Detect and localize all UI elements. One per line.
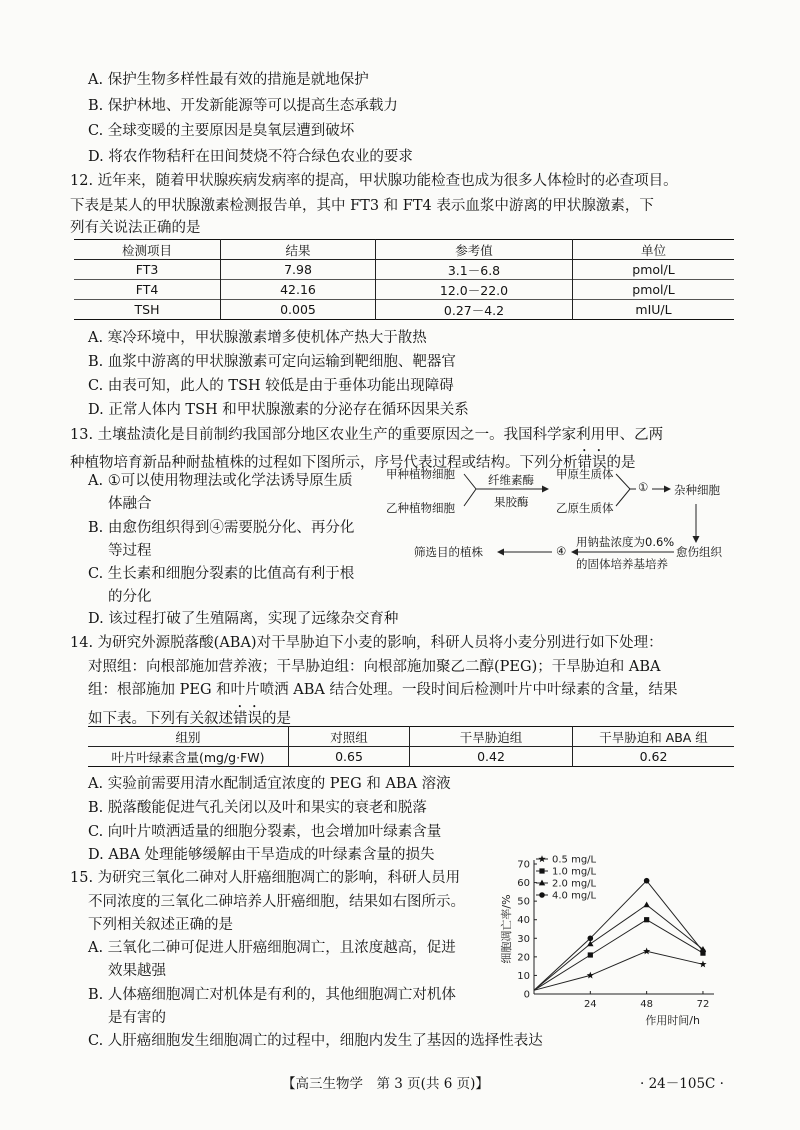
q14-option-b: B. 脱落酸能促进气孔关闭以及叶和果实的衰老和脱落 — [88, 800, 427, 816]
legend-marker — [539, 892, 545, 898]
medium-label-1: 用钠盐浓度为0.6% — [576, 535, 675, 549]
q14-chlorophyll-table — [88, 726, 734, 767]
table-cell: 0.005 — [221, 300, 376, 320]
x-tick-label: 24 — [583, 999, 597, 1010]
q13-option-c: C. 生长素和细胞分裂素的比值高有利于根 — [88, 566, 355, 582]
y-tick-label: 20 — [517, 952, 530, 964]
q14-option-a: A. 实验前需要用清水配制适宜浓度的 PEG 和 ABA 溶液 — [88, 776, 451, 792]
y-tick-label: 30 — [517, 933, 530, 945]
y-axis-label: 细胞凋亡率/% — [500, 894, 513, 964]
table-header-cell: 参考值 — [376, 240, 573, 260]
q12-option-b: B. 血浆中游离的甲状腺激素可定向运输到靶细胞、靶器官 — [88, 354, 456, 370]
table-header-cell: 组别 — [88, 727, 289, 747]
q15-stem-line-3: 下列相关叙述正确的是 — [88, 917, 233, 933]
q15-stem-line-2: 不同浓度的三氧化二砷培养人肝癌细胞，结果如右图所示。 — [88, 894, 465, 910]
table-header-cell: 检测项目 — [74, 240, 221, 260]
table-cell: 7.98 — [221, 260, 376, 280]
table-row — [74, 260, 734, 280]
q13-stem-tail: 的是 — [606, 455, 636, 471]
q14-stem-line-3: 组：根部施加 PEG 和叶片喷洒 ABA 结合处理。一段时间后检测叶片中叶绿素的含量，结果 — [88, 682, 678, 698]
data-point — [643, 901, 649, 907]
enzyme-cellulase-label: 纤维素酶 — [488, 473, 534, 487]
q12-stem-line-3: 列有关说法正确的是 — [70, 220, 201, 236]
q11-option-a: A. 保护生物多样性最有效的措施是就地保护 — [88, 72, 369, 88]
q12-option-c: C. 由表可知，此人的 TSH 较低是由于垂体功能出现障碍 — [88, 378, 454, 394]
table-header-row — [88, 727, 734, 747]
table-row — [74, 300, 734, 320]
q13-option-c-cont: 的分化 — [108, 589, 152, 605]
q13-stem-line-1: 13. 土壤盐渍化是目前制约我国部分地区农业生产的重要原因之一。我国科学家利用甲、乙两 — [70, 427, 664, 443]
q13-option-b-cont: 等过程 — [108, 543, 152, 559]
table-cell: 42.16 — [221, 280, 376, 300]
q12-hormone-table — [74, 239, 734, 320]
y-tick-label: 70 — [517, 859, 530, 871]
page-footer-code: · 24－105C · — [640, 1076, 724, 1092]
yi-plant-cell-label: 乙种植物细胞 — [386, 501, 455, 515]
table-cell: 叶片叶绿素含量(mg/g·FW) — [88, 747, 289, 767]
q15-option-b-cont: 是有害的 — [108, 1010, 166, 1026]
legend-marker — [538, 855, 545, 862]
q11-option-d: D. 将农作物秸秆在田间焚烧不符合绿色农业的要求 — [88, 149, 413, 165]
q12-option-a: A. 寒冷环境中，甲状腺激素增多使机体产热大于散热 — [88, 330, 427, 346]
series-line — [534, 920, 703, 991]
step-1-label: ① — [638, 480, 649, 494]
q14-stem-tail: 的是 — [262, 711, 291, 727]
series-line — [534, 951, 703, 990]
q13-option-d: D. 该过程打破了生殖隔离，实现了远缘杂交育种 — [88, 611, 399, 627]
table-cell: 0.62 — [573, 747, 735, 767]
q14-stem-text: 如下表。下列有关叙述 — [88, 711, 233, 727]
q13-stem-emphasis: 错误 — [577, 455, 607, 471]
data-point — [700, 948, 706, 954]
legend-label: 2.0 mg/L — [552, 878, 597, 890]
table-cell: mIU/L — [573, 300, 735, 320]
table-cell: pmol/L — [573, 260, 735, 280]
data-point — [644, 917, 649, 922]
q15-stem-line-1: 15. 为研究三氧化二砷对人肝癌细胞凋亡的影响，科研人员用 — [70, 870, 461, 886]
q12-stem-line-1: 12. 近年来，随着甲状腺疾病发病率的提高，甲状腺功能检查也成为很多人体检时的必查项目。 — [70, 173, 678, 189]
q12-option-d: D. 正常人体内 TSH 和甲状腺激素的分泌存在循环因果关系 — [88, 402, 469, 418]
y-tick-label: 40 — [517, 915, 530, 927]
q15-option-a-cont: 效果越强 — [108, 963, 166, 979]
y-tick-label: 10 — [517, 970, 530, 982]
q14-option-c: C. 向叶片喷洒适量的细胞分裂素，也会增加叶绿素含量 — [88, 824, 442, 840]
data-point — [587, 972, 594, 979]
data-point — [588, 935, 594, 941]
table-header-cell: 结果 — [221, 240, 376, 260]
table-cell: TSH — [74, 300, 221, 320]
data-point — [644, 878, 650, 884]
q13-option-a-cont: 体融合 — [108, 496, 152, 512]
q15-option-c: C. 人肝癌细胞发生细胞凋亡的过程中，细胞内发生了基因的选择性表达 — [88, 1033, 543, 1049]
yi-protoplast-label: 乙原生质体 — [556, 501, 614, 515]
jia-plant-cell-label: 甲种植物细胞 — [386, 467, 455, 481]
table-cell: 3.1－6.8 — [376, 260, 573, 280]
q15-apoptosis-chart — [490, 852, 720, 1032]
q14-option-d: D. ABA 处理能够缓解由干旱造成的叶绿素含量的损失 — [88, 847, 435, 863]
legend-marker — [539, 868, 544, 873]
y-tick-label: 60 — [517, 878, 530, 890]
legend-label: 1.0 mg/L — [552, 866, 597, 878]
table-cell: 0.27－4.2 — [376, 300, 573, 320]
q15-option-a: A. 三氧化二砷可促进人肝癌细胞凋亡，且浓度越高，促进 — [88, 940, 456, 956]
q13-option-a: A. ①可以使用物理法或化学法诱导原生质 — [88, 473, 353, 489]
q14-stem-line-2: 对照组：向根部施加营养液；干旱胁迫组：向根部施加聚乙二醇(PEG)；干旱胁迫和 ABA — [88, 659, 661, 675]
y-tick-label: 0 — [523, 989, 530, 1001]
q14-stem-line-1: 14. 为研究外源脱落酸(ABA)对干旱胁迫下小麦的影响，科研人员将小麦分别进行如下处理： — [70, 635, 663, 651]
table-cell: FT3 — [74, 260, 221, 280]
jia-protoplast-label: 甲原生质体 — [556, 467, 614, 481]
q13-stem-text: 种植物培育新品种耐盐植株的过程如下图所示，序号代表过程或结构。下列分析 — [70, 455, 578, 471]
callus-label: 愈伤组织 — [676, 545, 722, 559]
data-point — [699, 960, 706, 967]
table-header-cell: 干旱胁迫和 ABA 组 — [573, 727, 735, 747]
page-footer-label: 【高三生物学 第 3 页(共 6 页)】 — [282, 1076, 489, 1092]
q15-option-b: B. 人体癌细胞凋亡对机体是有利的，其他细胞凋亡对机体 — [88, 987, 456, 1003]
q13-flow-diagram — [380, 466, 720, 576]
table-cell: 12.0－22.0 — [376, 280, 573, 300]
q14-stem-emphasis: 错误 — [233, 711, 262, 727]
q11-option-c: C. 全球变暖的主要原因是臭氧层遭到破坏 — [88, 123, 355, 139]
legend-label: 4.0 mg/L — [552, 890, 597, 902]
table-cell: pmol/L — [573, 280, 735, 300]
q11-option-b: B. 保护林地、开发新能源等可以提高生态承载力 — [88, 98, 398, 114]
table-cell: 0.42 — [410, 747, 573, 767]
x-axis-label: 作用时间/h — [645, 1014, 700, 1027]
hybrid-cell-label: 杂种细胞 — [674, 483, 720, 497]
target-plant-label: 筛选目的植株 — [414, 545, 483, 559]
step-4-label: ④ — [556, 544, 567, 558]
table-header-row — [74, 240, 734, 260]
table-header-cell: 干旱胁迫组 — [410, 727, 573, 747]
q13-option-b: B. 由愈伤组织得到④需要脱分化、再分化 — [88, 520, 355, 536]
data-point — [588, 952, 593, 957]
table-row — [74, 280, 734, 300]
medium-label-2: 的固体培养基培养 — [576, 557, 668, 571]
enzyme-pectinase-label: 果胶酶 — [494, 495, 529, 509]
x-tick-label: 48 — [640, 999, 654, 1010]
data-point — [587, 940, 593, 946]
x-tick-label: 72 — [696, 999, 710, 1010]
data-point — [643, 947, 650, 954]
table-header-cell: 单位 — [573, 240, 735, 260]
legend-label: 0.5 mg/L — [552, 854, 597, 866]
table-cell: 0.65 — [289, 747, 410, 767]
q12-stem-line-2: 下表是某人的甲状腺激素检测报告单，其中 FT3 和 FT4 表示血浆中游离的甲状腺激素，下 — [70, 198, 654, 214]
series-line — [534, 905, 703, 990]
table-cell: FT4 — [74, 280, 221, 300]
y-tick-label: 50 — [517, 896, 530, 908]
table-header-cell: 对照组 — [289, 727, 410, 747]
table-row — [88, 747, 734, 767]
